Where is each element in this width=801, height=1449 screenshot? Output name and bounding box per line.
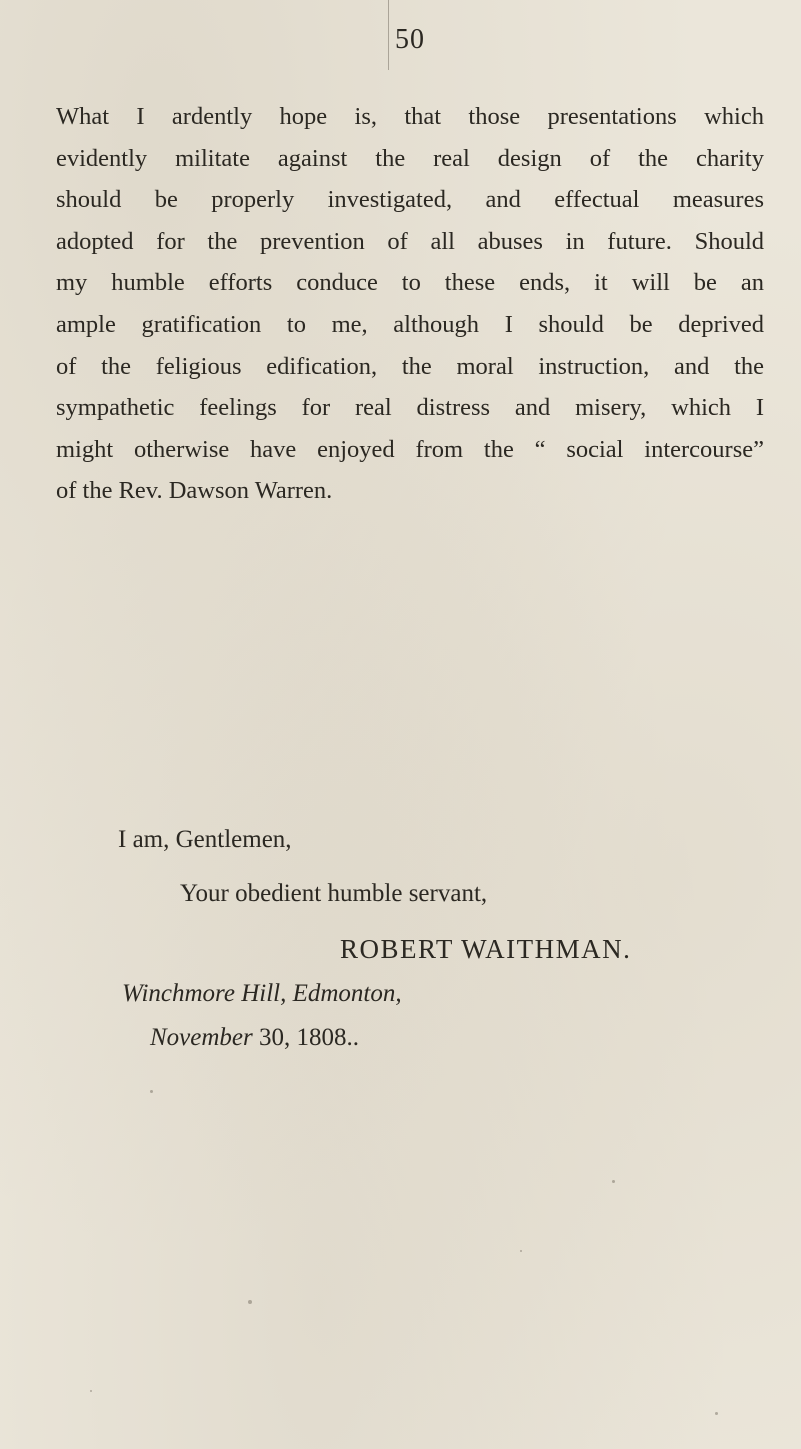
body-line-10: of the Rev. Dawson Warren. <box>56 477 333 505</box>
body-line-7: of the feligious edification, the moral instruction, and the <box>56 352 764 380</box>
body-line-5: my humble efforts conduce to these ends, it will be an <box>56 269 764 297</box>
date-rest: 30, 1808.. <box>252 1024 359 1051</box>
body-line-4: adopted for the prevention of all abuses in future. Should <box>56 227 764 255</box>
signature: ROBERT WAITHMAN. <box>340 934 632 964</box>
closing-salutation: I am, Gentlemen, <box>118 826 292 853</box>
place-line: Winchmore Hill, Edmonton, <box>122 980 402 1007</box>
page-number: 50 <box>395 24 425 55</box>
paper-speck <box>248 1300 252 1304</box>
date-month: November <box>150 1024 253 1051</box>
date-line <box>150 1024 359 1052</box>
body-line-3: should be properly investigated, and effectual measures <box>56 186 764 214</box>
body-line-2: evidently militate against the real design of the charity <box>56 144 764 172</box>
page-gutter-line <box>388 0 389 70</box>
body-line-8: sympathetic feelings for real distress and misery, which I <box>56 394 764 422</box>
letter-body <box>56 96 764 512</box>
body-line-6: ample gratification to me, although I should be deprived <box>56 310 764 338</box>
paper-speck <box>520 1250 522 1252</box>
closing-valediction: Your obedient humble servant, <box>180 880 488 907</box>
body-line-1: What I ardently hope is, that those presentations which <box>56 103 764 130</box>
paper-speck <box>150 1090 153 1093</box>
paper-speck <box>90 1390 92 1392</box>
paper-speck <box>612 1180 615 1183</box>
paper-speck <box>715 1412 718 1415</box>
body-line-9: might otherwise have enjoyed from the “ social intercourse” <box>56 435 764 463</box>
